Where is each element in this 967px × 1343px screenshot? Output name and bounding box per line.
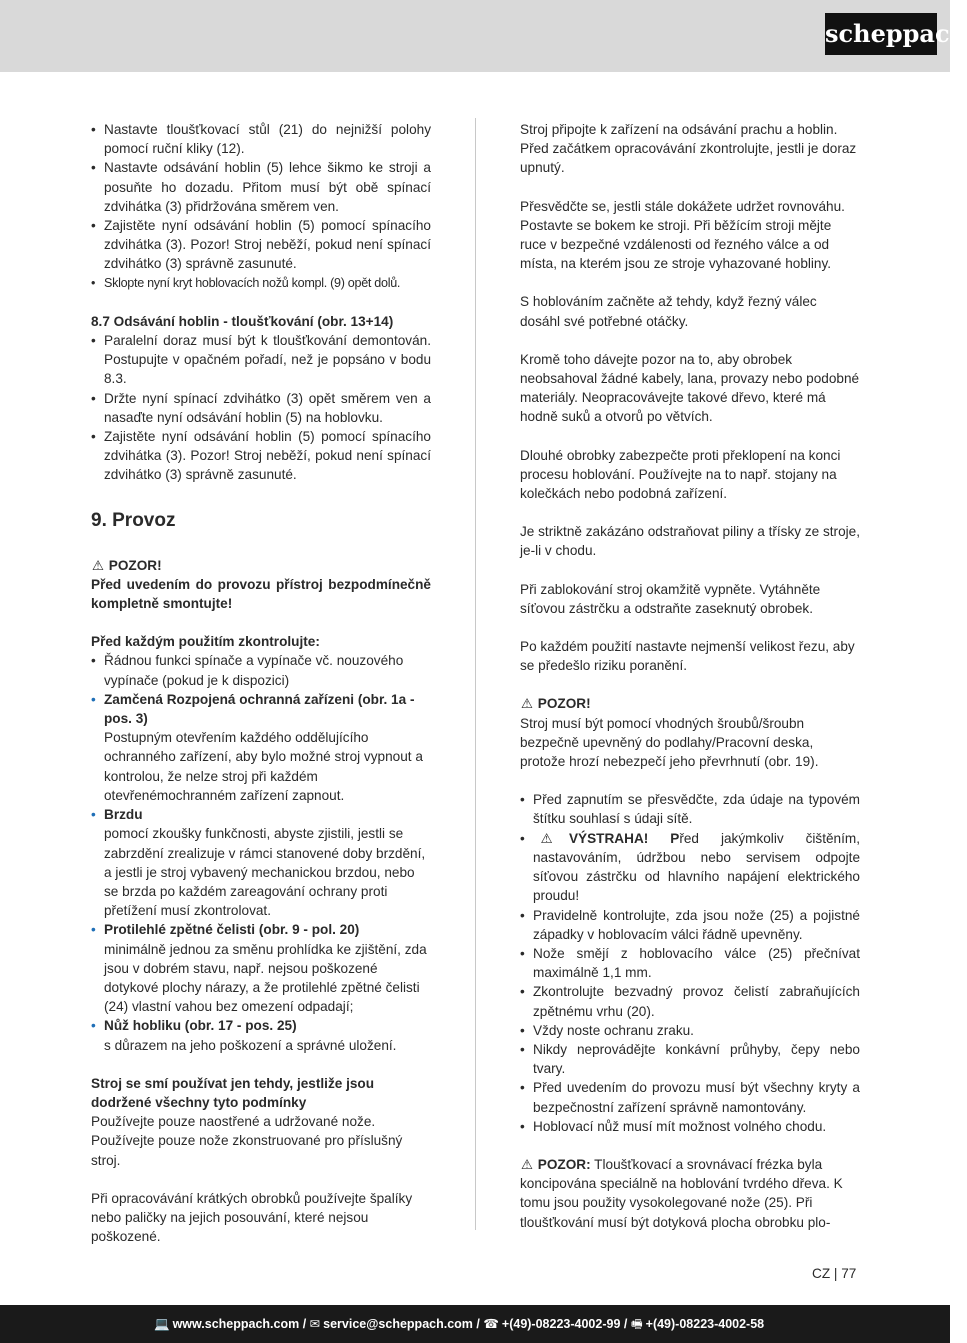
footer-bar	[0, 1305, 950, 1343]
warning-text: Před uvedením do provozu přístroj bezpodmínečně kompletně smontujte!	[91, 576, 431, 612]
paragraph: Přesvědčte se, jestli stále dokážete udržet rovnováhu. Postavte se bokem ke stroji. Při běžícím stroji mějte ruce v bezpečné vzdálenosti od řezného válce a od místa, na kterém jsou ze stroje vyhazované hobliny.	[520, 198, 845, 272]
item-title: Nůž hobliku (obr. 17 - pos. 25)	[104, 1018, 297, 1034]
warning-icon: ⚠	[533, 830, 553, 846]
item-title: Protilehlé zpětné čelisti (obr. 9 - pol. 20)	[104, 922, 360, 938]
vystraha-label: VÝSTRAHA! P	[568, 830, 680, 846]
item-text: pomocí zkoušky funkčnosti, abyste zjistili, jestli se zabrzdění zrealizuje v rámci stanovené doby brzdění, a jestli je stroj vybavený mechanickou brzdou, nebo se brzda po každém zareagování ochrany proti přetížení musí zkontrolovat.	[104, 826, 426, 919]
list-item	[91, 1016, 431, 1054]
conditions-text: Používejte pouze naostřené a udržované nože. Používejte pouze nože zkonstruované pro příslušný stroj.	[91, 1114, 403, 1168]
warning-icon: ⚠	[91, 557, 105, 573]
warning-label: POZOR!	[108, 557, 162, 573]
list-item: • Pravidelně kontrolujte, zda jsou nože (25) a pojistné západky v hoblovacím válci řádně upevněny.	[520, 906, 860, 944]
warning-text: Stroj musí být pomocí vhodných šroubů/šroubn bezpečně upevněný do podlahy/Pracovní deska, protože hrozí nebezpečí jeho převrhnutí (obr. 19).	[520, 715, 819, 770]
warning-label: POZOR!	[537, 696, 591, 712]
page-number	[812, 1264, 856, 1283]
conditions-title: Stroj se smí používat jen tehdy, jestliže jsou dodržené všechny tyto podmínky	[91, 1075, 375, 1110]
page-lang: CZ	[812, 1266, 831, 1281]
bullet-list-intro	[91, 120, 431, 293]
computer-icon: 💻	[154, 1317, 170, 1331]
footer-sep: /	[472, 1317, 484, 1331]
right-column	[520, 120, 860, 1232]
item-text: s důrazem na jeho poškození a správné uložení.	[104, 1037, 397, 1053]
warning-text: Tloušťkovací a srovnávací frézka byla koncipována speciálně na hoblování tvrdého dřeva. K tomu jsou použity vysokolegované nože (25). Při tloušťkování musí být dotyková plocha obrobku plo-	[520, 1156, 843, 1230]
check-list	[91, 651, 431, 1054]
warning-heading	[520, 694, 860, 713]
list-item: • Nastavte odsávání hoblin (5) lehce šikmo ke stroji a posuňte ho dozadu. Přitom musí být obě spínací zdvihátka (3) přidržována směrem ven.	[91, 158, 431, 216]
warning-icon: ⚠	[520, 696, 534, 712]
item-text: minimálně jednou za směnu prohlídka ke zjištění, zda jsou v dobrém stavu, např. nejsou poškozené dotykové plochy nárazy, a že protilehlé zpětné čelisti (24) vlastní vahou bez omezení odpadají;	[104, 941, 427, 1015]
item-text: Postupným otevřením každého oddělujícího ochranného zařízení, aby bylo možné stroj vypnout a kontrolou, že nelze stroj při každém otevřenémochranném zařízení zapnout.	[104, 730, 423, 803]
column-divider	[475, 118, 476, 1230]
bullet-list-8-7	[91, 331, 431, 485]
item-title: Brzdu	[104, 807, 143, 823]
paragraph: Je striktně zakázáno odstraňovat piliny a třísky ze stroje, je-li v chodu.	[520, 524, 860, 559]
list-item: • Držte nyní spínací zdvihátko (3) opět směrem ven a nasaďte nyní odsávání hoblin (5) na hoblovku.	[91, 389, 431, 427]
list-item	[91, 805, 431, 920]
list-item	[91, 690, 431, 805]
footer-sep: /	[299, 1317, 310, 1331]
list-item: • Zkontrolujte bezvadný provoz čelistí zabraňujících zpětnému vrhu (20).	[520, 982, 860, 1020]
footer-web[interactable]: www.scheppach.com	[172, 1317, 300, 1331]
footer-phone: +(49)-08223-4002-99	[501, 1317, 621, 1331]
page-num: 77	[841, 1266, 857, 1281]
safety-list	[520, 790, 860, 1136]
list-item: • Paralelní doraz musí být k tloušťkování demontován. Postupujte v opačném pořadí, než je popsáno v bodu 8.3.	[91, 331, 431, 389]
paragraph: S hoblováním začněte až tehdy, když řezný válec dosáhl své potřebné otáčky.	[520, 294, 817, 329]
page-separator: |	[833, 1266, 838, 1281]
left-column	[91, 120, 431, 1246]
paragraph: Při zablokování stroj okamžitě vypněte. Vytáhněte síťovou zástrčku a odstraňte zaseknutý obrobek.	[520, 581, 821, 616]
phone-icon: ☎	[483, 1317, 499, 1331]
section-8-7-title: 8.7 Odsávání hoblin - tloušťkování (obr. 13+14)	[91, 313, 394, 329]
vystraha-text: řed jakýmkoliv čištěním, nastavováním, údržbou nebo servisem odpojte síťovou zástrčku od hlavního napájení elektrického proudu!	[533, 830, 860, 904]
warning-heading	[91, 556, 431, 575]
short-workpiece-text: Při opracovávání krátkých obrobků používejte špalíky nebo paličky na jejich posouvání, které nejsou poškozené.	[91, 1190, 413, 1245]
list-item: • Vždy noste ochranu zraku.	[520, 1021, 860, 1040]
list-item: • Řádnou funkci spínače a vypínače vč. nouzového vypínače (pokud je k dispozici)	[91, 651, 431, 689]
paragraph: Po každém použití nastavte nejmenší velikost řezu, aby se předešlo riziku poranění.	[520, 639, 855, 674]
item-title: Zamčená Rozpojená ochranná zařízeni (obr. 1a - pos. 3)	[104, 691, 415, 727]
header-bar	[0, 0, 967, 72]
paragraph: Kromě toho dávejte pozor na to, aby obrobek neobsahoval žádné kabely, lana, provazy nebo podobné materiály. Neopracovávejte takové dřevo, které má hodně suků a otvorů po větvích.	[520, 351, 860, 425]
paragraph: Dlouhé obrobky zabezpečte proti překlopení na konci procesu hoblování. Používejte na to např. stojany na kolečkách nebo podobná zařízení.	[520, 447, 841, 502]
footer-fax: +(49)-08223-4002-58	[645, 1317, 765, 1331]
warning-label: POZOR:	[537, 1156, 591, 1172]
footer-email[interactable]: service@scheppach.com	[323, 1317, 473, 1331]
list-item: • Nože smějí z hoblovacího válce (25) přečnívat maximálně 1,1 mm.	[520, 944, 860, 982]
list-item: • Zajistěte nyní odsávání hoblin (5) pomocí spínacího zdvihátka (3). Pozor! Stroj neběží, pokud není spínací zdvihátko (3) správně zasunuté.	[91, 427, 431, 485]
warning-paragraph	[520, 1155, 860, 1232]
list-item	[520, 829, 860, 906]
section-9-title: 9. Provoz	[91, 509, 176, 531]
list-item: • Zajistěte nyní odsávání hoblin (5) pomocí spínacího zdvihátka (3). Pozor! Stroj neběží, pokud není spínací zdvihátko (3) správně zasunuté.	[91, 216, 431, 274]
list-item: • Sklopte nyní kryt hoblovacích nožů kompl. (9) opět dolů.	[91, 274, 431, 293]
check-title: Před každým použitím zkontrolujte:	[91, 634, 320, 650]
list-item: • Hoblovací nůž musí mít možnost volného chodu.	[520, 1117, 860, 1136]
list-item: • Nikdy neprovádějte konkávní průhyby, čepy nebo tvary.	[520, 1040, 860, 1078]
list-item: • Nastavte tloušťkovací stůl (21) do nejnižší polohy pomocí ruční kliky (12).	[91, 120, 431, 158]
list-item	[91, 920, 431, 1016]
footer-contacts	[154, 1305, 764, 1343]
mail-icon: ✉	[309, 1317, 321, 1331]
brand-logo: scheppach	[825, 13, 937, 55]
footer-sep: /	[620, 1317, 631, 1331]
paragraph: Stroj připojte k zařízení na odsávání prachu a hoblin. Před začátkem opracovávání zkontrolujte, jestli je doraz upnutý.	[520, 122, 857, 176]
fax-icon: 🖷	[630, 1317, 643, 1331]
warning-icon: ⚠	[520, 1156, 534, 1172]
list-item: • Před uvedením do provozu musí být všechny kryty a bezpečnostní zařízení správně namontovány.	[520, 1078, 860, 1116]
list-item: • Před zapnutím se přesvědčte, zda údaje na typovém štítku souhlasí s údaji sítě.	[520, 790, 860, 828]
